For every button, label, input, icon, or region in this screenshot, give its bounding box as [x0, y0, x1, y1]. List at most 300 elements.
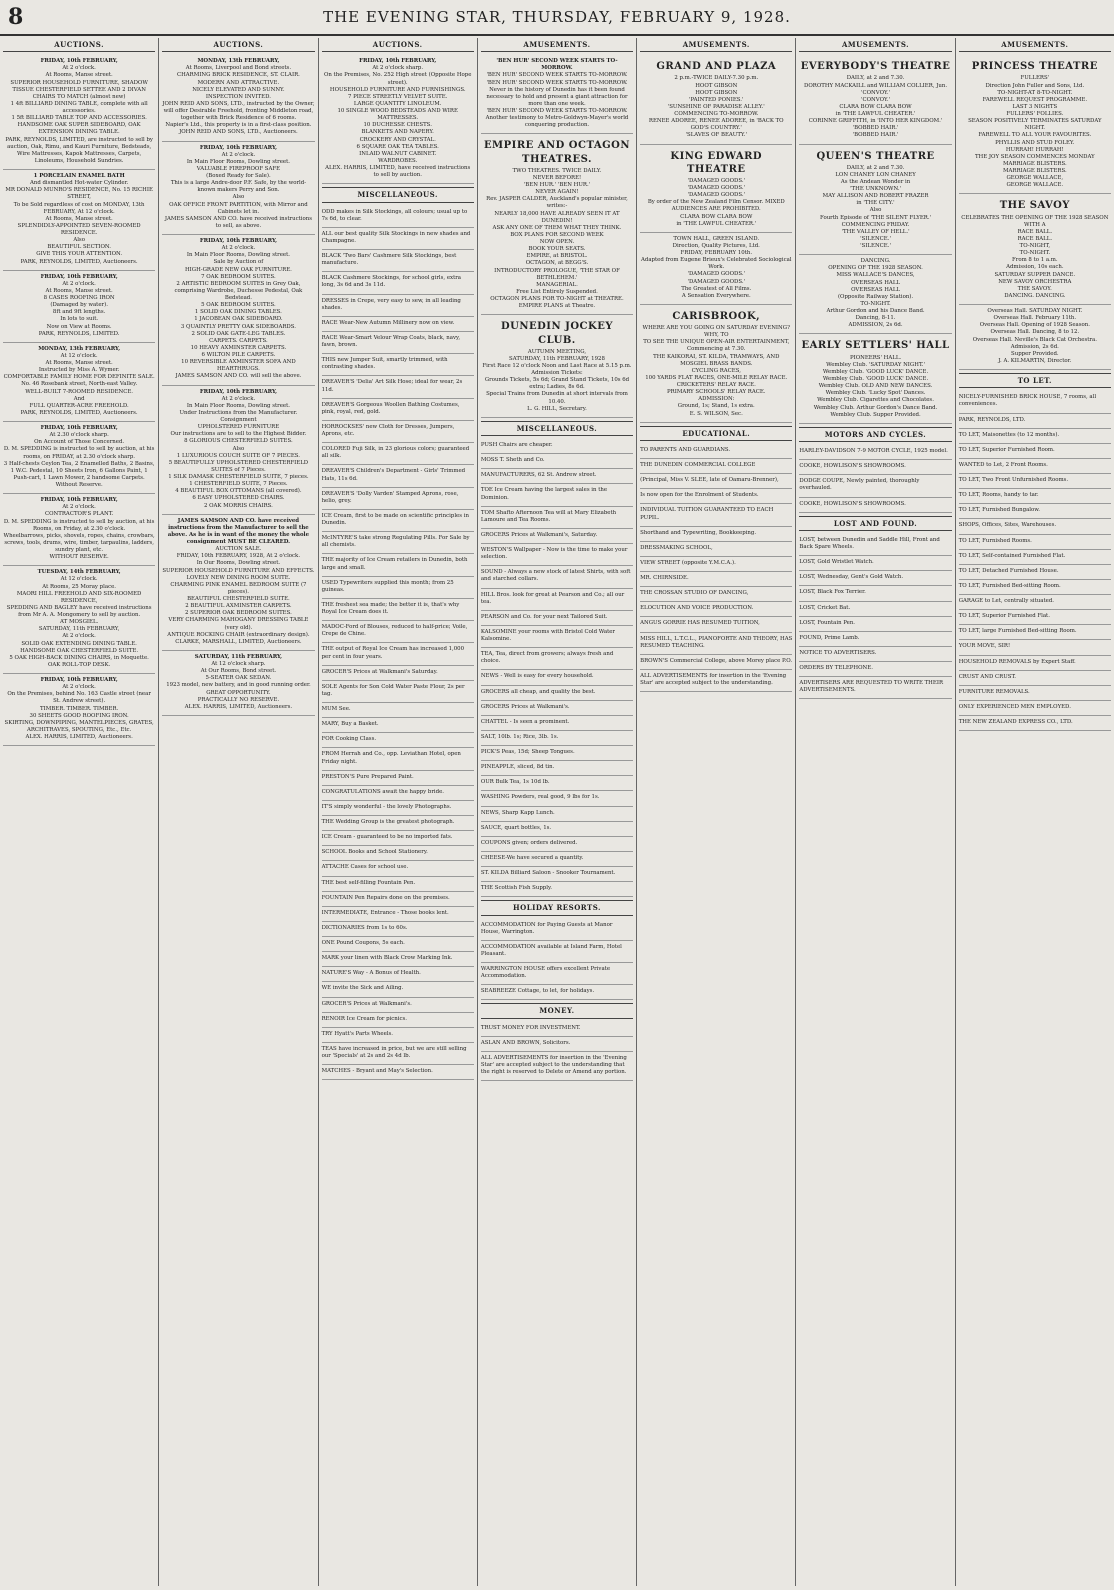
miscellaneous-item — [322, 295, 474, 317]
ad-line: LARGE QUANTITY LINOLEUM. — [353, 100, 442, 107]
ad-line: OAK ROLL-TOP DESK. — [47, 661, 111, 668]
ad-line: SPEDDING AND BAGLEY have received instructions from Mr A. A. Mongomery to sell by auction. — [6, 604, 152, 619]
ad-line: 8 GLORIOUS CHESTERFIELD SUITES. — [184, 438, 293, 445]
miscellaneous-item — [322, 399, 474, 421]
ad-line: 2 SOLID OAK GATE-LEG TABLES. — [191, 330, 286, 337]
educational-item — [640, 459, 792, 474]
ad-line: J. A. KILMARTIN, Director. — [998, 357, 1072, 364]
to-let-item — [959, 444, 1111, 459]
ad-line: At Rooms, Manse street. — [45, 360, 113, 367]
column — [159, 38, 318, 1586]
ad-line: HOOT GIBSON — [695, 82, 738, 89]
ad-line: D. M. SPEDDING is instructed to sell by auction, at his rooms, on FRIDAY, at 2.30 o'clock sharp. — [3, 446, 155, 460]
classified-text: THE Scottish Fish Supply. — [480, 885, 553, 892]
miscellaneous-item — [481, 454, 633, 469]
ad-line: At 2 o'clock. — [62, 65, 96, 72]
classified-text: NATURE'S Way - A Bonus of Health. — [321, 970, 421, 977]
ad-line: Overseas Hall. Dancing, 8 to 12. — [990, 329, 1080, 336]
classified-text: TO LET, Furnished Bed-sitting Room. — [958, 582, 1061, 589]
column — [637, 38, 796, 1586]
classified-text: LOST, Cricket Bat. — [799, 604, 851, 611]
miscellaneous-item — [481, 852, 633, 867]
to-let-item — [959, 519, 1111, 534]
ad-line: UPHOLSTERED FURNITURE — [197, 424, 280, 431]
column-header: AUCTIONS. — [322, 38, 474, 52]
ad-line: At 2 o'clock. — [62, 280, 96, 287]
ad-line: PRACTICALLY NO RESERVE. — [197, 696, 280, 703]
grand-plaza-advertisement-title: GRAND AND PLAZA — [656, 61, 777, 73]
to-let-item — [959, 610, 1111, 625]
holiday-resorts-item — [481, 941, 633, 963]
ad-line: 1 LUXURIOUS COUCH SUITE OF 7 PIECES. — [176, 452, 300, 459]
columns — [0, 38, 1114, 1586]
ad-line: OCTAGON, at BEGG'S. — [525, 260, 589, 267]
ad-line: WELL-BUILT 7-ROOMED RESIDENCE. — [25, 388, 134, 395]
auction-advertisement — [162, 142, 314, 236]
ad-line: COMMENCING TO-MORROW. — [674, 111, 759, 118]
classified-text: ACCOMMODATION for Paying Guests at Manor House, Warrington. — [480, 921, 613, 935]
auction-advertisement — [3, 674, 155, 746]
king-edward-advertisement — [640, 145, 792, 233]
ad-line: HIGH-GRADE NEW OAK FURNITURE. — [184, 266, 292, 273]
ad-line: 'CONVOY.' — [861, 96, 891, 103]
ad-line: Wembley Club. Arthur Gordon's Dance Band. — [813, 404, 938, 411]
ad-line: MISS WALLACE'S DANCES, — [836, 272, 915, 279]
miscellaneous-item — [481, 469, 633, 484]
ad-line: OVERSEAS HALL — [851, 286, 900, 293]
classified-text: TO LET, large Furnished Bed-sitting Room. — [958, 628, 1077, 635]
ad-line: To be Sold regardless of cost on MONDAY, 13th FEBRUARY, At 12 o'clock. — [13, 201, 145, 215]
ad-line: On the Premises, behind No. 163 Castle street (near St. Andrew street). — [7, 691, 151, 705]
ad-line: 'SILENCE.' — [860, 243, 891, 250]
classified-text: PINEAPPLE, sliced, 8d tin. — [480, 764, 555, 771]
money-item — [481, 1037, 633, 1052]
lost-found-heading: LOST AND FOUND. — [799, 516, 951, 531]
column — [478, 38, 637, 1586]
classified-text: ODD makes in Silk Stockings, all colours; usual up to 7s 6d, to clear. — [321, 208, 468, 222]
to-let-item — [959, 580, 1111, 595]
miscellaneous-item — [322, 421, 474, 443]
ad-line: 'CONVOY.' — [861, 89, 891, 96]
miscellaneous-item — [322, 967, 474, 982]
ad-line: Without Reserve. — [55, 482, 103, 489]
ad-line: 2 OAK MORRIS CHAIRS. — [203, 502, 273, 509]
ad-line: TO-NIGHT, — [1019, 243, 1051, 250]
ad-line: BOOK YOUR SEATS. — [528, 246, 586, 253]
classified-text: IT'S simply wonderful - the lovely Photographs. — [321, 803, 452, 810]
column-header: AMUSEMENTS. — [481, 38, 633, 52]
classified-text: MARY, Buy a Basket. — [321, 721, 379, 728]
ad-line: 'PAINTED PONIES.' — [689, 96, 744, 103]
classified-text: FURNITURE REMOVALS. — [958, 688, 1030, 695]
classified-text: SEABREEZE Cottage, to let, for holidays. — [480, 988, 595, 995]
miscellaneous-item — [481, 761, 633, 776]
ad-line: ALEX. HARRIS, LIMITED, Auctioneers. — [184, 703, 293, 710]
ad-line: CORINNE GRIFFITH, in 'INTO HER KINGDOM.' — [808, 118, 943, 125]
classified-text: PUSH Chairs are cheaper. — [480, 442, 553, 449]
ad-line: FRIDAY, 10th FEBRUARY, — [40, 273, 118, 280]
miscellaneous-item — [322, 892, 474, 907]
ad-line: in 'THE CITY.' — [856, 200, 895, 207]
ad-line: VERY CHARMING MAHOGANY DRESSING TABLE (very old). — [168, 617, 309, 631]
classified-text: SCHOOL Books and School Stationery. — [321, 849, 428, 856]
ad-line: GEORGE WALLACE. — [1006, 182, 1064, 189]
ad-line: Sale by Auction of — [213, 259, 264, 266]
classified-text: MOSS T. Sheth and Co. — [480, 457, 545, 464]
empire-octagon-advertisement-subtitle: TWO THEATRES. TWICE DAILY. — [512, 167, 602, 174]
everybodys-theatre-advertisement-title: EVERYBODY'S THEATRE — [800, 61, 951, 73]
classified-text: ICE Cream, first to be made on scientific principles in Dunedin. — [321, 512, 469, 527]
ad-line: 'SLAVES OF BEAUTY.' — [685, 132, 747, 139]
ad-line: TO-NIGHT. — [1019, 250, 1051, 257]
ad-line: HURRAH! HURRAH! — [1005, 146, 1064, 153]
classified-text: WARRINGTON HOUSE offers excellent Private Accommodation. — [480, 966, 611, 980]
carisbrook-advertisement — [640, 305, 792, 423]
ad-line: INTRODUCTORY PROLOGUE, 'THE STAR OF BETHLEHEM.' — [494, 267, 620, 281]
early-settlers-hall-advertisement-title: EARLY SETTLERS' HALL — [801, 340, 950, 352]
ad-line: MAORI HILL FREEHOLD AND SIX-ROOMED RESIDENCE, — [16, 590, 142, 604]
ad-line: At 2 o'clock. — [221, 245, 256, 252]
ad-line: At Rooms, Manse street. — [45, 287, 113, 294]
miscellaneous-item — [481, 837, 633, 852]
ad-line: RENEE ADOREE, RENEE ADOREE, in 'BACK TO GOD'S COUNTRY.' — [648, 118, 784, 132]
ad-line: BLANKETS AND NAPERY. — [361, 129, 434, 136]
classified-text: WANTED to Let, 2 Front Rooms. — [958, 461, 1048, 468]
classified-text: TO LET, Rooms, handy to tar. — [958, 492, 1039, 499]
auction-advertisement — [162, 515, 314, 651]
princess-theatre-advertisement-title: PRINCESS THEATRE — [971, 61, 1098, 73]
miscellaneous-item — [481, 439, 633, 454]
ad-line: AUTUMN MEETING, — [527, 348, 587, 355]
ad-line: 5-SEATER OAK SEDAN. — [205, 675, 272, 682]
ad-line: SOLID OAK EXTENDING DINING TABLE. — [21, 640, 137, 647]
ad-line: Overseas Hall. February 11th. — [993, 315, 1077, 322]
ad-line: Wembley Club. 'Lucky Spot' Dances. — [825, 390, 926, 397]
miscellaneous-item — [322, 1065, 474, 1080]
ad-line: 'BEN HUR' SECOND WEEK STARTS TO-MORROW. — [486, 72, 628, 79]
classified-text: ACCOMMODATION available at Island Farm, Hotel Pleasant. — [480, 943, 622, 957]
ad-line: Wembley Club. 'GOOD LUCK' DANCE. — [822, 368, 929, 375]
ad-line: At 2 o'clock. — [62, 633, 96, 640]
classified-text: FOUND, Prime Lamb. — [799, 634, 860, 641]
ad-line: WHERE ARE YOU GOING ON SATURDAY EVENING? — [642, 325, 790, 332]
ad-line: FRIDAY, 10th FEBRUARY, — [40, 425, 118, 432]
ad-line: PRIMARY SCHOOLS' RELAY RACE. — [667, 389, 766, 396]
ad-line: In Main Floor Rooms, Dowling street. — [186, 252, 290, 259]
miscellaneous-item — [322, 206, 474, 228]
auction-advertisement — [162, 235, 314, 386]
miscellaneous-item — [322, 376, 474, 398]
miscellaneous-item — [481, 882, 633, 897]
ad-line: 6 SQUARE OAK TEA TABLES. — [356, 143, 439, 150]
classified-text: NOTICE TO ADVERTISERS. — [799, 649, 877, 656]
ad-line: MARRIAGE BLISTERS. — [1002, 168, 1067, 175]
educational-item — [640, 489, 792, 504]
ad-line: At 2 o'clock sharp. — [372, 65, 424, 72]
to-let-item — [959, 656, 1111, 671]
ad-line: And dismantled Hot-water Cylinder. — [29, 180, 129, 187]
ad-line: 'BEN HUR' SECOND WEEK STARTS TO-MORROW. — [486, 108, 628, 115]
classified-text: COOKE, HOWLISON'S SHOWROOMS. — [799, 463, 906, 470]
ad-line: 'DAMAGED GOODS.' — [687, 278, 746, 285]
everybodys-theatre-advertisement — [799, 55, 951, 144]
ad-line: Overseas Hall. SATURDAY NIGHT. — [987, 308, 1083, 315]
ad-line: DOROTHY MACKAILL and WILLIAM COLLIER, Jun. — [804, 82, 948, 89]
miscellaneous-item — [322, 554, 474, 576]
classified-text: ADVERTISERS ARE REQUESTED TO WRITE THEIR ADVERTISEMENTS. — [799, 680, 944, 694]
ad-line: No. 46 Rosebank street, North-east Valley. — [21, 381, 138, 388]
classified-text: RACE Wear-New Autumn Millinery now on view. — [321, 319, 455, 326]
ad-line: PHYLLIS AND STUD FOLEY. — [995, 139, 1075, 146]
ad-line: CHARMING BRICK RESIDENCE, ST. CLAIR. — [176, 72, 300, 79]
ad-line: By order of the New Zealand Film Censor. MIXED AUDIENCES ARE PROHIBITED. — [647, 199, 785, 213]
ad-line: Dancing, 8-11. — [855, 315, 896, 322]
ad-line: Grounds Tickets, 5s 6d; Grand Stand Tickets, 10s 6d extra; Ladies, 8s 6d. — [484, 377, 630, 391]
town-hall-advertisement — [640, 233, 792, 305]
ad-line: FRIDAY, 10th FEBRUARY, — [359, 58, 437, 65]
ad-line: 5 BEAUTIFULLY UPHOLSTERED CHESTERFIELD SUITES of 7 Pieces. — [168, 459, 309, 473]
classified-text: PRESTON'S Pure Prepared Paint. — [321, 773, 414, 780]
ad-line: 2 SUPERIOR OAK BEDROOM SUITES. — [185, 610, 292, 617]
ad-line: GEORGE WALLACE, — [1006, 175, 1064, 182]
ad-line: 1 5ft BILLIARD TABLE TOP AND ACCESSORIES. — [11, 115, 147, 122]
educational-item — [640, 655, 792, 670]
to-let-heading: TO LET. — [959, 373, 1111, 388]
classified-text: SAUCE, quart bottles, 1s. — [480, 824, 552, 831]
classified-text: DODGE COUPE, Newly painted, thoroughly overhauled. — [799, 478, 920, 492]
classified-text: MARK your linen with Black Crow Marking Ink. — [321, 955, 453, 962]
ad-line: CLARKE, MARSHALL, LIMITED, Auctioneers. — [175, 638, 302, 645]
auction-advertisement — [3, 343, 155, 422]
miscellaneous-item — [481, 807, 633, 822]
ad-line: Wembley Club. 'GOOD LUCK' DANCE. — [822, 376, 929, 383]
ad-line: CARPETS. CARPETS. — [209, 337, 268, 344]
ad-line: Direction, Quality Pictures, Ltd. — [672, 242, 760, 249]
lost-found-item — [799, 617, 951, 632]
to-let-item — [959, 716, 1111, 731]
educational-item — [640, 670, 792, 692]
ad-line: Never in the history of Dunedin has it been found necessary to hold and present a giant attraction for more than one week. — [486, 86, 628, 107]
miscellaneous-heading: MISCELLANEOUS. — [481, 421, 633, 436]
classified-text: MUM See. — [321, 706, 351, 713]
educational-item — [640, 557, 792, 572]
ad-line: 5 OAK BEDROOM SUITES. — [201, 302, 276, 309]
classified-text: GROCERS Prices at Walkmani's, Saturday. — [480, 531, 598, 538]
ad-line: 1 JACOBEAN OAK SIDEBOARD. — [194, 316, 283, 323]
ad-line: SATURDAY, 11th FEBRUARY, — [194, 653, 283, 660]
jockey-club-advertisement-title: DUNEDIN JOCKEY CLUB. — [500, 321, 613, 346]
ad-line: BEAUTIFUL CHESTERFIELD SUITE. — [187, 596, 290, 603]
classified-text: NEWS - Well is easy for every household. — [480, 673, 594, 680]
ad-line: 4 BEAUTIFUL BOX OTTOMANS (all covered). — [175, 488, 302, 495]
holiday-resorts-item — [481, 963, 633, 985]
classified-text: THE Wedding Group is the greatest photograph. — [321, 819, 455, 826]
miscellaneous-item — [481, 589, 633, 611]
miscellaneous-item — [322, 998, 474, 1013]
early-settlers-hall-advertisement — [799, 334, 951, 423]
classified-text: CHEESE-We have secured a quantity. — [480, 854, 584, 861]
ad-line: (Damaged by water). — [50, 302, 108, 309]
miscellaneous-item — [322, 922, 474, 937]
ad-line: LOVELY NEW DINING ROOM SUITE. — [186, 574, 291, 581]
ad-line: WARDROBES. — [378, 157, 418, 164]
classified-text: LOST, between Dunedin and Saddle Hill, Front and Back Spare Wheels. — [799, 536, 940, 551]
classified-text: DREAVER'S Gorgeous Woollen Bathing Costumes, pink, royal, red, gold. — [321, 401, 460, 415]
ad-line: TO SEE THE UNIQUE OPEN-AIR ENTERTAINMENT, Commencing at 7.30. — [643, 339, 790, 353]
ad-line: Free List Entirely Suspended. — [516, 288, 598, 295]
auction-advertisement — [162, 55, 314, 141]
ad-line: SUPERIOR HOUSEHOLD FURNITURE, SHADOW TISSUE CHESTERFIELD SETTEE AND 2 DIVAN CHAIRS TO MATCH (almost new) — [10, 79, 148, 100]
queens-theatre-advertisement — [799, 145, 951, 256]
column-header: AMUSEMENTS. — [799, 38, 951, 52]
miscellaneous-item — [322, 643, 474, 665]
classified-text: GROCER'S Prices at Walkmani's Saturday. — [321, 668, 438, 675]
auction-advertisement — [481, 55, 633, 134]
ad-line: FULLERS' — [1020, 75, 1050, 82]
column — [796, 38, 955, 1586]
miscellaneous-item — [322, 599, 474, 621]
educational-item — [640, 542, 792, 557]
classified-text: DICTIONARIES from 1s to 60s. — [321, 924, 408, 931]
ad-line: 7 PIECE STREETLY VELVET SUITE. — [347, 93, 448, 100]
ad-line: 8ft and 9ft lengths. — [52, 309, 106, 316]
ad-line: 10 SINGLE WOOD BEDSTEADS AND WIRE MATTRESSES. — [337, 108, 458, 122]
educational-item — [640, 587, 792, 602]
ad-line: Also — [232, 194, 245, 201]
miscellaneous-item — [322, 272, 474, 294]
ad-line: FRIDAY, 10th FEBRUARY, — [40, 677, 118, 684]
classified-text: PARK, REYNOLDS, LTD. — [958, 416, 1026, 423]
ad-line: CROCKERY AND CRYSTAL. — [359, 136, 436, 143]
ad-line: GREAT OPPORTUNITY. — [206, 689, 271, 696]
ad-line: OVERSEAS HALL — [851, 279, 900, 286]
ad-line: AT MOSGIEL. — [60, 619, 99, 626]
classified-text: SALT, 10lb. 1s; Rice, 3lb. 1s. — [480, 733, 559, 740]
miscellaneous-item — [322, 510, 474, 532]
ad-line: 1 PORCELAIN ENAMEL BATH — [33, 173, 125, 180]
ad-line: At Rooms, Manse street. — [45, 72, 113, 79]
ad-line: FRIDAY, 10th FEBRUARY, — [40, 497, 118, 504]
money-heading: MONEY. — [481, 1003, 633, 1018]
miscellaneous-item — [481, 484, 633, 506]
ad-line: This is a large Andre-door P.F. Safe, by the world-known makers Perry and Son. — [170, 180, 307, 194]
classified-text: DRESSES in Crepe, very easy to sew, in all leading shades. — [321, 297, 461, 311]
classified-text: KALSOMINE your rooms with Bristol Cold Water Kalsomine. — [480, 628, 616, 643]
ad-line: AUCTION SALE. — [215, 546, 262, 553]
ad-line: PARK, REYNOLDS, LIMITED, are instructed to sell by auction, Oak, Rimu, and Kauri Furniture, Bedsteads, Wire Mattresses, Kapok Mattresses, Carpets, Linoleums, Household Sundries. — [5, 136, 153, 164]
miscellaneous-item — [322, 317, 474, 332]
ad-line: 6 EASY UPHOLSTERED CHAIRS. — [192, 495, 285, 502]
auction-advertisement — [3, 566, 155, 674]
ad-line: TO-NIGHT. — [860, 300, 891, 307]
ad-line: Wembley Club. Supper Provided. — [830, 411, 921, 418]
classified-text: ALL ADVERTISEMENTS for insertion in the 'Evening Star' are accepted subject to the understanding. — [640, 672, 787, 687]
ad-line: CYCLING RACES, — [691, 367, 741, 374]
miscellaneous-item — [322, 681, 474, 703]
ad-line: JOHN REID AND SONS, LTD., Auctioneers. — [179, 129, 298, 136]
ad-line: TIMBER. TIMBER. TIMBER. — [40, 705, 119, 712]
classified-text: WASHING Powders, real good, 9 lbs for 1s. — [480, 794, 600, 801]
ad-line: FULLERS' FOLLIES. — [1006, 111, 1064, 118]
auction-advertisement — [322, 55, 474, 184]
to-let-item — [959, 640, 1111, 655]
classified-text: COLORED Fuji Silk, in 23 glorious colors; guaranteed all silk. — [321, 446, 470, 460]
classified-text: BLACK 'Two Bars' Cashmere Silk Stockings, best manufacture. — [321, 253, 457, 267]
ad-line: MODERN AND ATTRACTIVE. — [197, 79, 280, 86]
classified-text: USED Typewriters supplied this month; from 25 guineas. — [321, 579, 454, 593]
miscellaneous-item — [481, 611, 633, 626]
ad-line: BEAUTIFUL SECTION. — [47, 244, 111, 251]
ad-line: 'SILENCE.' — [860, 235, 891, 242]
classified-text: SOLE Agents for Son Cold Water Paste Flour, 2s per tag. — [321, 683, 465, 697]
money-item — [481, 1022, 633, 1037]
ad-line: 7 OAK BEDROOM SUITES. — [201, 273, 276, 280]
column-header: AMUSEMENTS. — [640, 38, 792, 52]
classified-text: GARAGE to Let, centrally situated. — [958, 598, 1054, 605]
classified-text: THE CROSSAN STUDIO OF DANCING, — [640, 590, 749, 597]
ad-line: 'DAMAGED GOODS.' — [687, 271, 746, 278]
classified-text: McINTYRE'S take strong Regulating Pills. For Sale by all chemists. — [321, 535, 470, 549]
miscellaneous-item — [322, 786, 474, 801]
classified-text: TO LET, Superior Furnished Flat. — [958, 613, 1050, 620]
miscellaneous-item — [322, 228, 474, 250]
to-let-item — [959, 391, 1111, 413]
classified-text: MADOC-Ford of Blouses, reduced to half-price; Voile, Crepe de Chine. — [321, 624, 468, 638]
ad-line: Rev. JASPER CALDER, Auckland's popular minister, writes:- — [486, 196, 628, 210]
king-edward-advertisement-title: KING EDWARD THEATRE — [670, 150, 763, 175]
ad-line: COMMENCING FRIDAY. — [841, 221, 910, 228]
ad-line: BOX PLANS FOR SECOND WEEK — [510, 231, 604, 238]
ad-line: CONTRACTOR'S PLANT. — [45, 511, 114, 518]
ad-line: 'THE UNKNOWN.' — [850, 186, 902, 193]
ad-line: 'THE VALLEY OF HELL.' — [841, 228, 910, 235]
classified-text: TO PARENTS AND GUARDIANS. — [640, 446, 731, 453]
holiday-resorts-item — [481, 985, 633, 1000]
ad-line: Admission Tickets: — [531, 370, 583, 377]
ad-line: MANAGERIAL. — [536, 281, 578, 288]
ad-line: As the Andean Wonder in — [840, 178, 911, 185]
ad-line: NEW SAVOY ORCHESTRA — [998, 278, 1072, 285]
ad-line: CLARA BOW CLARA BOW — [839, 103, 912, 110]
ad-line: MONDAY, 13th FEBRUARY, — [197, 58, 280, 65]
ad-line: ADMISSION, 2s 6d. — [848, 322, 903, 329]
ad-line: SKIRTING, DOWNPIPING, MANTELPIECES, GRATES, ARCHITRAVES, SPOUTING, Etc., Etc. — [4, 719, 154, 733]
ad-line: RACE BALL. — [1017, 235, 1053, 242]
ad-line: E. S. WILSON, Sec. — [689, 410, 743, 417]
ad-line: PARK, REYNOLDS, LIMITED. — [38, 330, 120, 337]
to-let-item — [959, 459, 1111, 474]
classified-text: INTERMEDIATE, Entrance - Those books lent. — [321, 909, 449, 916]
miscellaneous-item — [322, 332, 474, 354]
miscellaneous-item — [322, 621, 474, 643]
motors-cycles-item — [799, 498, 951, 513]
ad-line: VALUABLE FIREPROOF SAFE — [196, 165, 281, 172]
ad-line: 2 ARTISTIC BEDROOM SUITES in Grey Oak, comprising Wardrobe, Duchesse Pedestal, Oak Bedstead. — [174, 280, 303, 302]
ad-line: Direction John Fuller and Sons, Ltd. — [985, 82, 1085, 89]
miscellaneous-item — [481, 731, 633, 746]
lost-found-item — [799, 556, 951, 571]
to-let-item — [959, 504, 1111, 519]
classified-text: THIS new Jumper Suit, smartly trimmed, with contrasting shades. — [321, 357, 448, 371]
miscellaneous-item — [481, 626, 633, 648]
classified-text: BROWN'S Commercial College, above Morey place P.O. — [640, 657, 793, 664]
ad-line: 'BEN HUR' SECOND WEEK STARTS TO-MORROW. — [496, 58, 618, 72]
ad-line: FRIDAY, 10th FEBRUARY, — [199, 388, 277, 395]
auction-advertisement — [3, 55, 155, 170]
to-let-item — [959, 429, 1111, 444]
masthead — [0, 0, 1114, 36]
ad-line: Fourth Episode of 'THE SILENT FLYER.' — [820, 214, 932, 221]
